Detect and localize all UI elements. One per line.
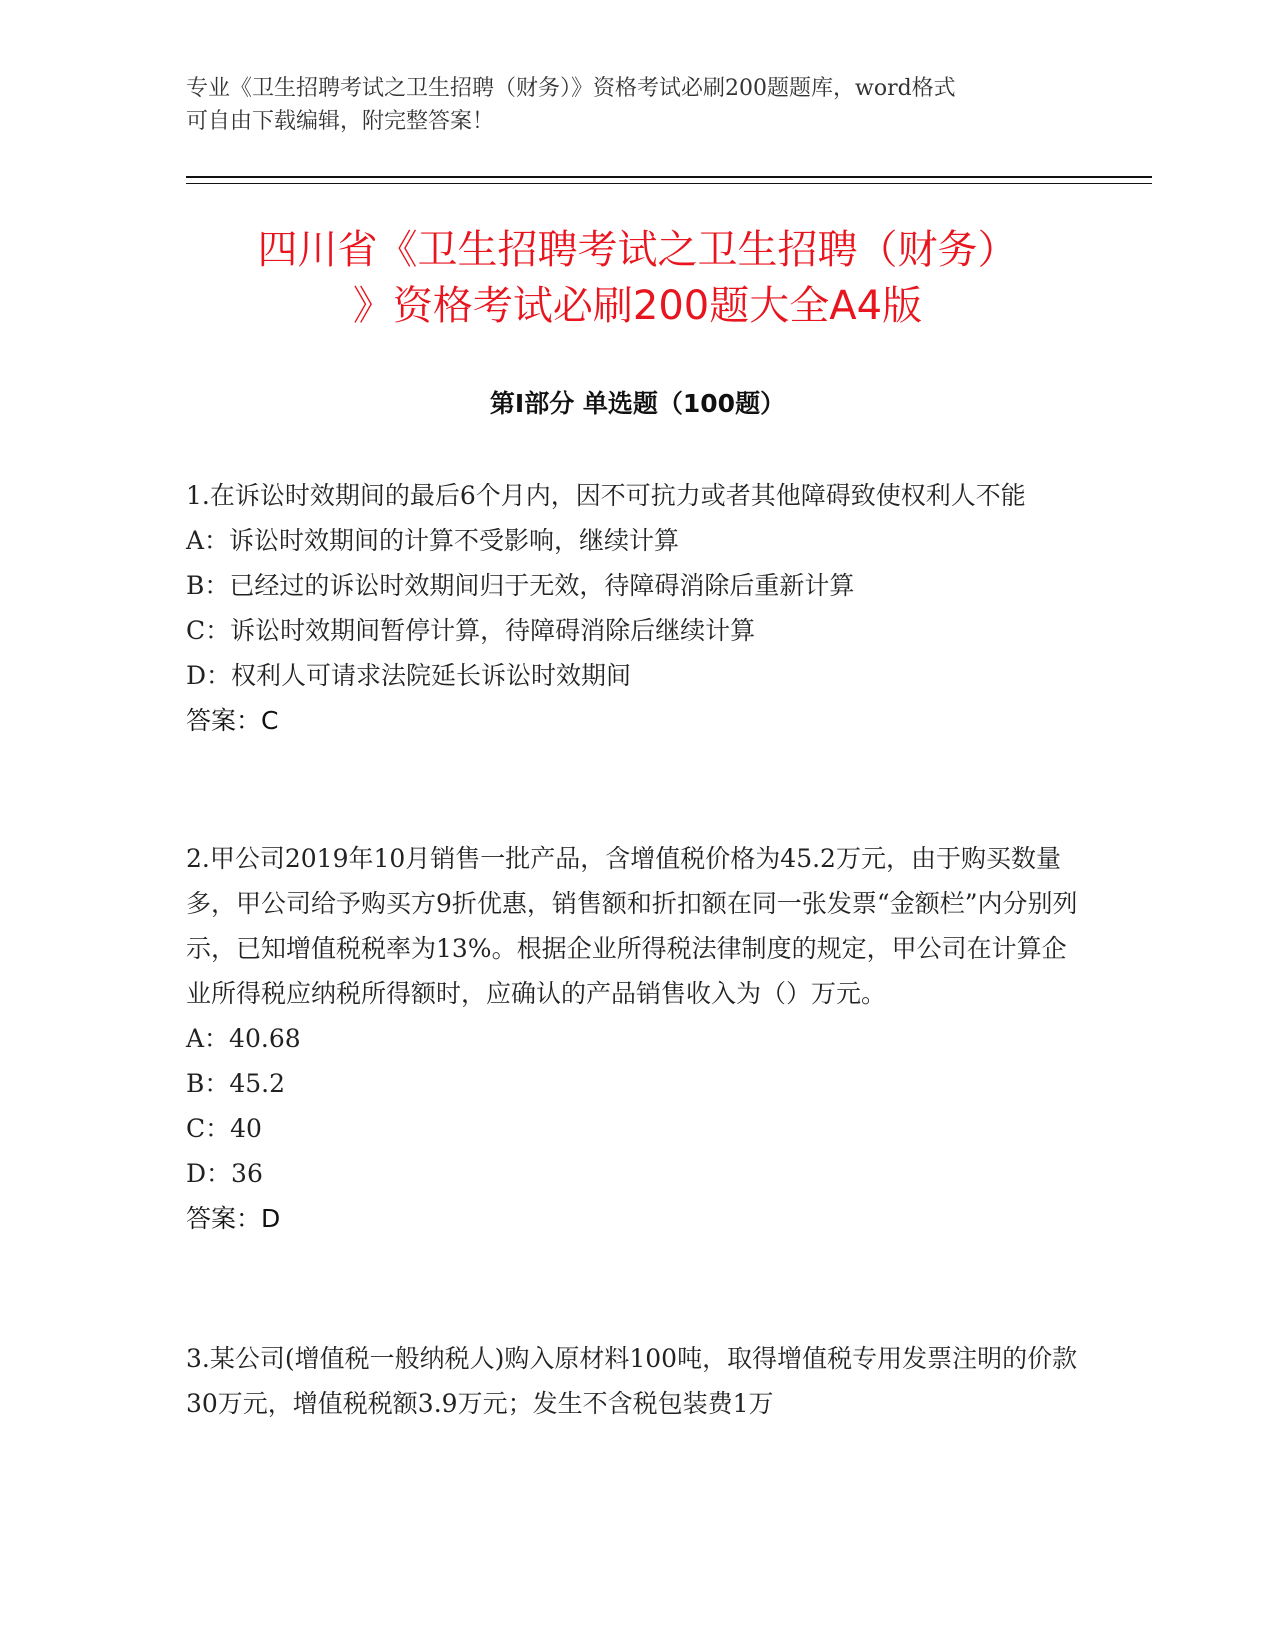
question-stem: 1.在诉讼时效期间的最后6个月内，因不可抗力或者其他障碍致使权利人不能: [186, 481, 1026, 510]
header-note: [186, 72, 1086, 138]
header-divider-thin: [186, 183, 1152, 184]
document-title-line1: 四川省《卫生招聘考试之卫生招聘（财务）: [257, 227, 1018, 273]
option-b: B：已经过的诉讼时效期间归于无效，待障碍消除后重新计算: [186, 571, 855, 600]
option-a: A：诉讼时效期间的计算不受影响，继续计算: [186, 526, 680, 555]
option-c: C：40: [186, 1114, 262, 1143]
option-a: A：40.68: [186, 1024, 301, 1053]
document-title-line2: 》资格考试必刷200题大全A4版: [352, 283, 923, 329]
answer: 答案：D: [186, 1204, 281, 1233]
question-3: [186, 1336, 1086, 1426]
section-heading: 第I部分 单选题（100题）: [489, 389, 786, 418]
header-note-line2: 可自由下载编辑，附完整答案！: [186, 109, 495, 134]
question-1: [186, 473, 1086, 743]
document-title: [150, 222, 1125, 334]
option-c: C：诉讼时效期间暂停计算，待障碍消除后继续计算: [186, 616, 756, 645]
header-divider-thick: [186, 176, 1152, 178]
question-stem: 2.甲公司2019年10月销售一批产品，含增值税价格为45.2万元，由于购买数量多，甲公司给予购买方9折优惠，销售额和折扣额在同一张发票“金额栏”内分别列示，已知增值税税率为13%。根据企业所得税法律制度的规定，甲公司在计算企业所得税应纳税所得额时，应确认的产品销售收入为（）万元。: [186, 844, 1078, 1008]
header-note-line1: 专业《卫生招聘考试之卫生招聘（财务）》资格考试必刷200题题库，word格式: [186, 76, 956, 101]
option-b: B：45.2: [186, 1069, 286, 1098]
answer: 答案：C: [186, 706, 279, 735]
option-d: D：36: [186, 1159, 263, 1188]
question-stem: 3.某公司(增值税一般纳税人)购入原材料100吨，取得增值税专用发票注明的价款30万元，增值税税额3.9万元；发生不含税包装费1万: [186, 1344, 1078, 1418]
question-2: [186, 836, 1086, 1241]
option-d: D：权利人可请求法院延长诉讼时效期间: [186, 661, 632, 690]
